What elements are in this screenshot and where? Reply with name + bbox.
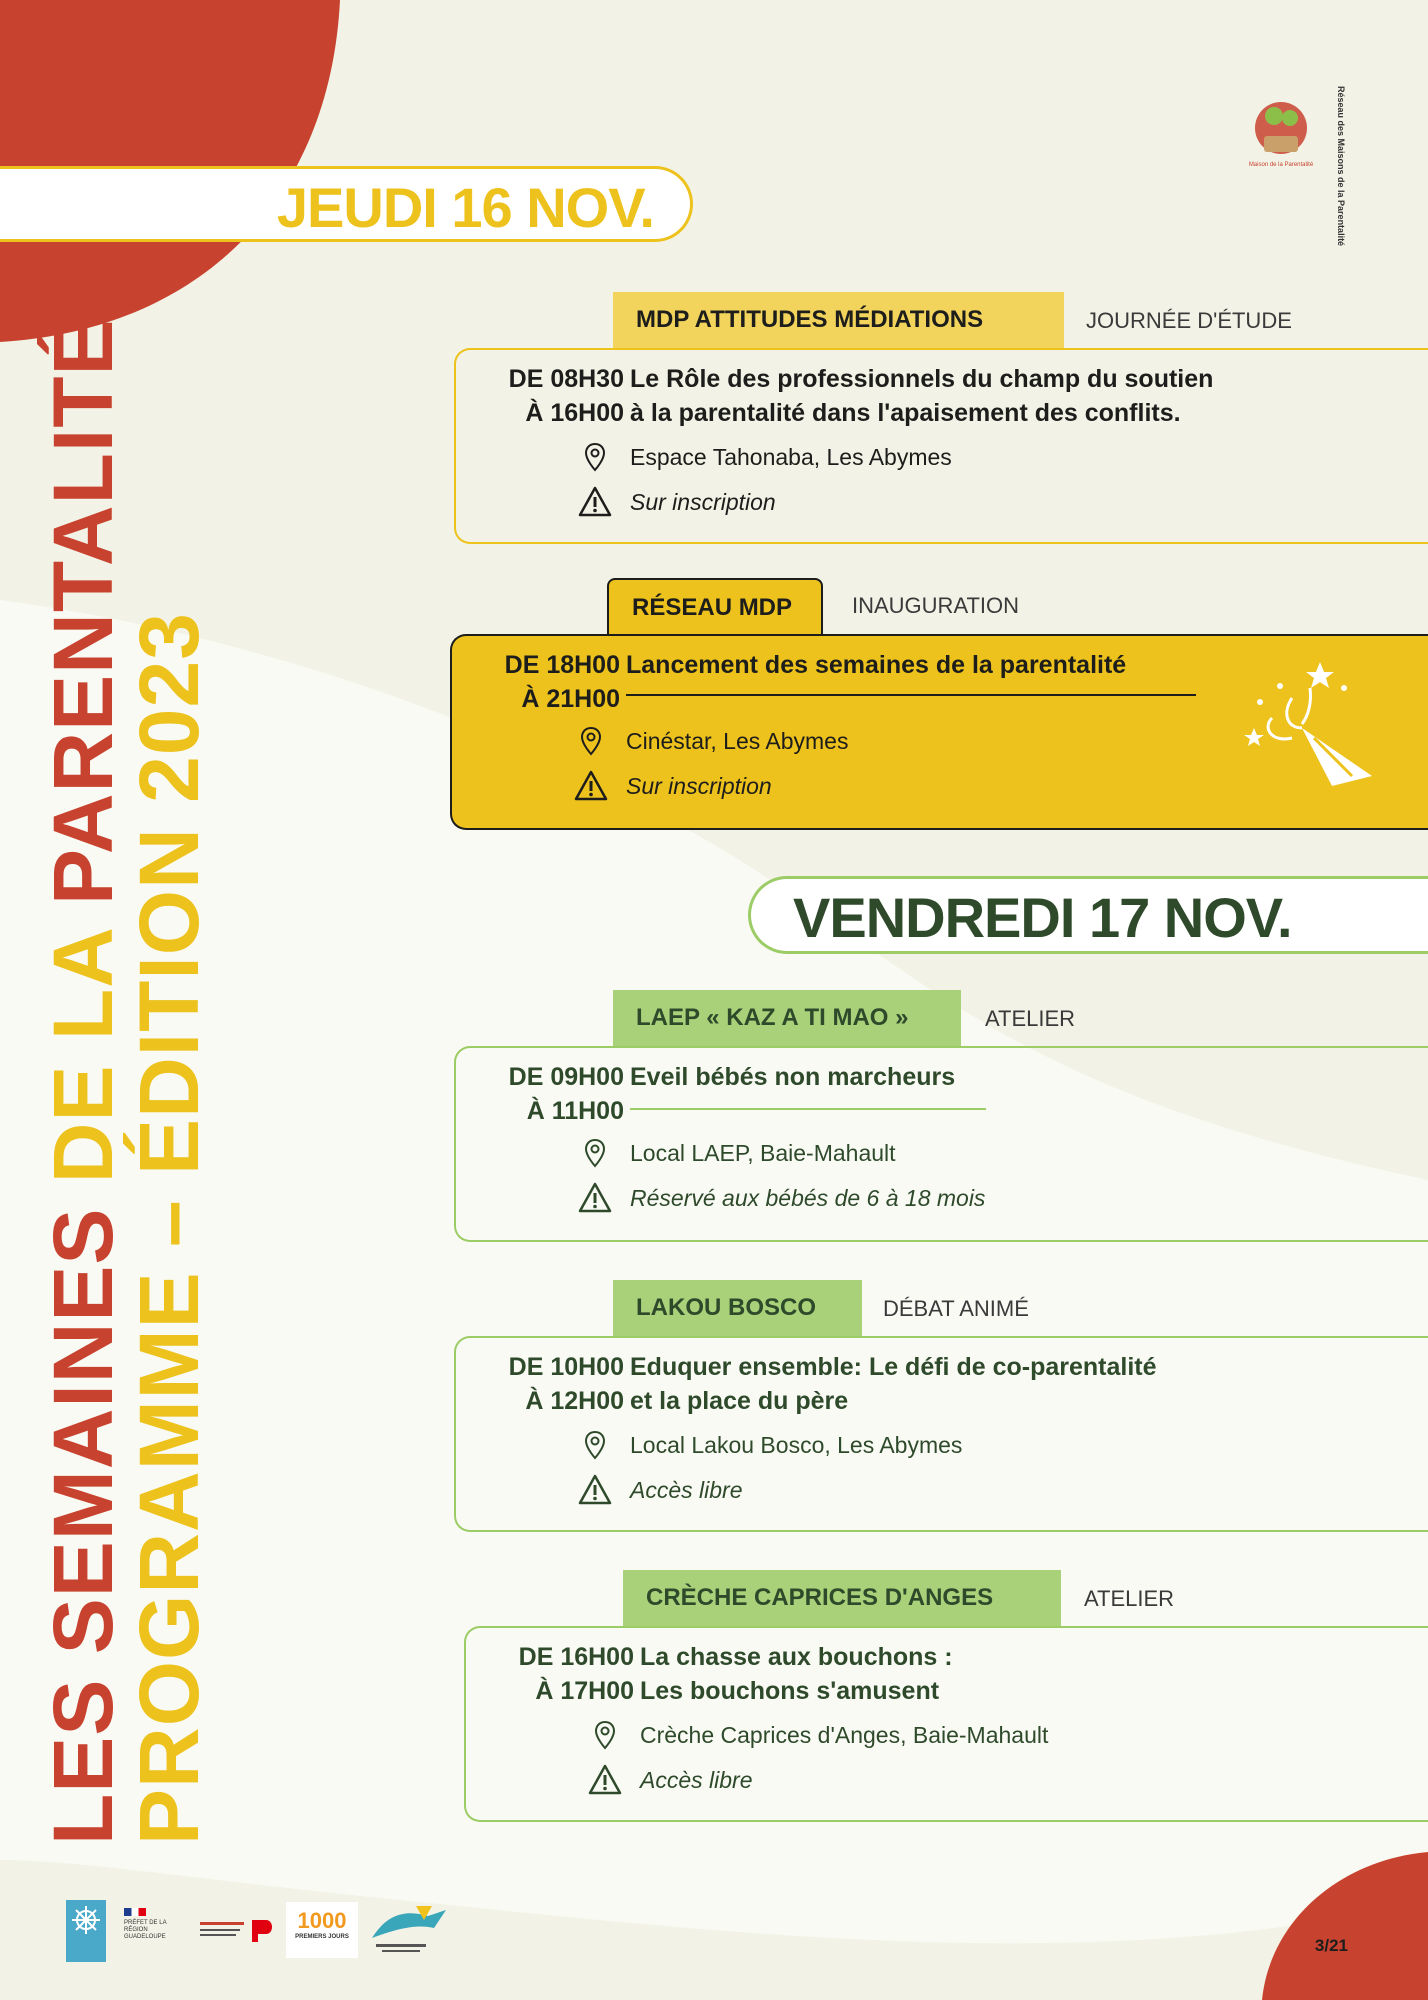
event-kind: ATELIER xyxy=(1084,1586,1175,1611)
mille-text: 1000 xyxy=(297,1908,347,1933)
event-access: Accès libre xyxy=(630,1477,743,1503)
event-kind: INAUGURATION xyxy=(852,593,1020,618)
day-label: VENDREDI 17 NOV. xyxy=(793,886,1292,949)
title-line: La chasse aux bouchons : xyxy=(640,1643,953,1671)
title-line: Eveil bébés non marcheurs xyxy=(630,1063,956,1091)
warning-icon xyxy=(574,769,608,803)
caf-logo xyxy=(66,1900,106,1962)
prefet-logo xyxy=(124,1908,184,1958)
event-kind: DÉBAT ANIMÉ xyxy=(883,1296,1029,1321)
day-label: JEUDI 16 NOV. xyxy=(276,176,654,239)
event-title xyxy=(630,1350,1350,1418)
time-from: DE 18H00 xyxy=(504,651,620,679)
1000-premiers-jours-logo xyxy=(286,1902,358,1958)
time-from: DE 09H00 xyxy=(508,1063,624,1091)
title-part-de-la: DE LA xyxy=(36,904,130,1184)
event-location: Local LAEP, Baie-Mahault xyxy=(630,1140,896,1166)
time-to: À 12H00 xyxy=(525,1387,624,1415)
event-access: Réservé aux bébés de 6 à 18 mois xyxy=(630,1185,986,1211)
mille-sub-text: PREMIERS JOURS xyxy=(295,1934,349,1940)
title-underline xyxy=(630,1108,986,1110)
time-from: DE 08H30 xyxy=(508,365,624,393)
warning-icon xyxy=(578,485,612,519)
event-organizer-tag: CRÈCHE CAPRICES D'ANGES xyxy=(623,1570,1061,1626)
event-location: Espace Tahonaba, Les Abymes xyxy=(630,444,952,470)
event-organizer-tag: MDP ATTITUDES MÉDIATIONS xyxy=(613,292,1064,348)
event-title xyxy=(640,1640,1360,1708)
event-location: Cinéstar, Les Abymes xyxy=(626,728,849,754)
time-from: DE 10H00 xyxy=(508,1353,624,1381)
network-label: Réseau des Maisons de la Parentalité xyxy=(1336,86,1346,247)
event-card-highlight xyxy=(450,634,1428,830)
svg-text:Maison de la Parentalité: Maison de la Parentalité xyxy=(1248,162,1314,168)
warning-icon xyxy=(578,1181,612,1215)
subtitle-edition: ÉDITION 2023 xyxy=(122,612,216,1175)
warning-icon xyxy=(588,1763,622,1797)
time-to: À 16H00 xyxy=(525,399,624,427)
event-card xyxy=(464,1626,1428,1822)
title-part-les-semaines: LES SEMAINES xyxy=(36,1183,130,1845)
title-line: Le Rôle des professionnels du champ du soutien xyxy=(630,365,1214,393)
party-popper-icon xyxy=(1232,658,1382,798)
event-title xyxy=(630,1060,1350,1094)
time-to: À 21H00 xyxy=(521,685,620,713)
event-time xyxy=(474,1350,624,1418)
event-card xyxy=(454,1046,1428,1242)
event-title-vertical xyxy=(36,318,216,1845)
event-organizer-tag: RÉSEAU MDP xyxy=(607,578,823,634)
event-access: Sur inscription xyxy=(630,489,776,515)
title-line: et la place du père xyxy=(630,1387,849,1415)
mdp-logo xyxy=(1246,86,1316,182)
time-to: À 11H00 xyxy=(526,1097,624,1125)
event-time xyxy=(470,648,620,716)
event-kind: JOURNÉE D'ÉTUDE xyxy=(1086,308,1292,333)
event-title xyxy=(630,362,1350,430)
event-kind: ATELIER xyxy=(985,1006,1076,1031)
event-access: Accès libre xyxy=(640,1767,753,1793)
event-time xyxy=(484,1640,634,1708)
location-pin-icon xyxy=(578,1136,612,1170)
prefet-logo-text: PRÉFET DE LA RÉGION GUADELOUPE xyxy=(124,1920,167,1940)
title-line: Eduquer ensemble: Le défi de co-parentalité xyxy=(630,1353,1157,1381)
event-organizer-tag: LAKOU BOSCO xyxy=(613,1280,862,1336)
location-pin-icon xyxy=(578,1428,612,1462)
title-part-parentalite: PARENTALITÉ xyxy=(36,318,130,905)
departement-logo xyxy=(368,1902,450,1958)
title-line: Lancement des semaines de la parentalité xyxy=(626,651,1127,679)
event-time xyxy=(474,362,624,430)
event-time xyxy=(474,1060,624,1128)
location-pin-icon xyxy=(574,724,608,758)
title-line: Les bouchons s'amusent xyxy=(640,1677,940,1705)
event-location: Local Lakou Bosco, Les Abymes xyxy=(630,1432,963,1458)
time-from: DE 16H00 xyxy=(518,1643,634,1671)
location-pin-icon xyxy=(578,440,612,474)
title-underline xyxy=(626,694,1196,696)
time-to: À 17H00 xyxy=(535,1677,634,1705)
subtitle-programme: PROGRAMME – xyxy=(122,1174,216,1845)
event-card xyxy=(454,348,1428,544)
event-card xyxy=(454,1336,1428,1532)
day-banner-thursday xyxy=(0,166,693,242)
event-organizer-tag: LAEP « KAZ A TI MAO » xyxy=(613,990,961,1046)
title-line: à la parentalité dans l'apaisement des conflits. xyxy=(630,399,1181,427)
day-banner-friday xyxy=(748,876,1428,954)
strategie-pauvrete-logo xyxy=(200,1912,276,1948)
event-location: Crèche Caprices d'Anges, Baie-Mahault xyxy=(640,1722,1049,1748)
location-pin-icon xyxy=(588,1718,622,1752)
page-number: 3/21 xyxy=(1314,1936,1348,1955)
warning-icon xyxy=(578,1473,612,1507)
event-access: Sur inscription xyxy=(626,773,772,799)
